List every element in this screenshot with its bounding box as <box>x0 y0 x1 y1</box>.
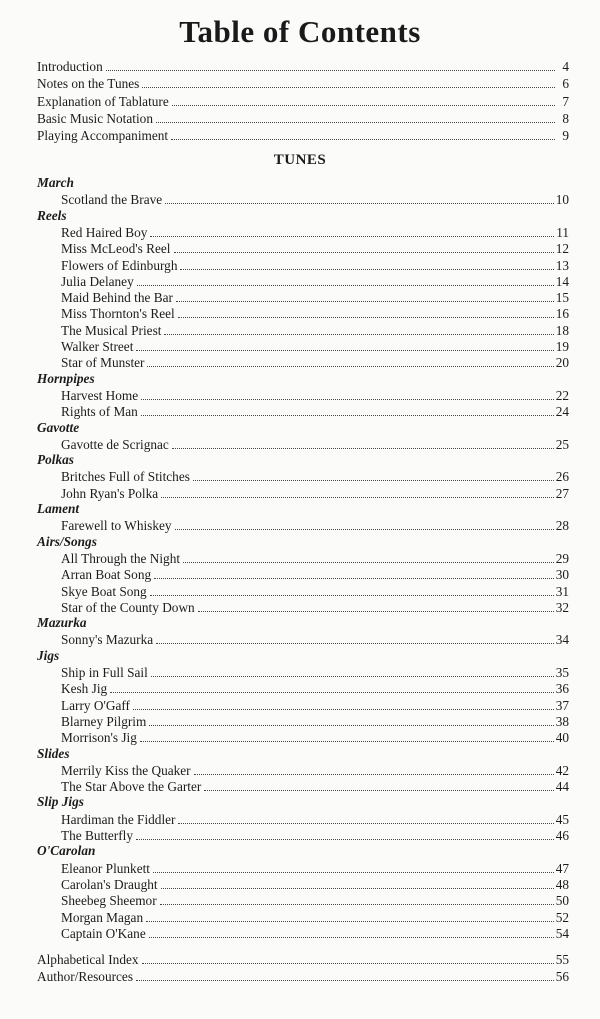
entry-title: Playing Accompaniment <box>37 128 169 144</box>
section-heading: Jigs <box>37 647 60 663</box>
dot-leader <box>156 643 554 644</box>
entry-title: Basic Music Notation <box>37 110 153 126</box>
section-heading: Mazurka <box>37 615 87 631</box>
section-heading: Lament <box>37 501 80 516</box>
entry-title: Arran Boat Song <box>61 567 152 583</box>
page-number: 16 <box>555 306 569 322</box>
page-number: 18 <box>555 322 569 338</box>
page-number: 44 <box>555 779 569 795</box>
tune-entry[interactable] <box>61 467 569 484</box>
page-number: 36 <box>555 681 569 697</box>
entry-title: Author/Resources <box>37 969 134 984</box>
entry-title: Julia Delaney <box>61 273 134 289</box>
dot-leader <box>141 399 554 400</box>
dot-leader <box>146 921 554 922</box>
page-number: 35 <box>555 665 569 680</box>
tune-entry[interactable] <box>61 777 569 794</box>
dot-leader <box>141 415 554 416</box>
dot-leader <box>172 448 554 449</box>
dot-leader <box>150 236 554 237</box>
page-number: 29 <box>555 550 569 566</box>
entry-title: Introduction <box>37 59 103 74</box>
page-number: 24 <box>555 404 569 420</box>
page-number: 56 <box>555 969 569 984</box>
dot-leader <box>161 888 554 889</box>
entry-title: Flowers of Edinburgh <box>61 257 178 273</box>
dot-leader <box>183 562 554 563</box>
page-number: 30 <box>555 567 569 583</box>
page-number: 32 <box>555 599 569 615</box>
tune-entry[interactable] <box>61 761 569 778</box>
page-number: 42 <box>555 762 569 778</box>
page-number: 22 <box>555 387 569 403</box>
page-number: 40 <box>555 730 569 746</box>
page-number: 7 <box>562 93 569 109</box>
dot-leader <box>161 497 554 498</box>
page-number: 6 <box>562 76 569 92</box>
entry-title: Star of the County Down <box>61 599 195 615</box>
toc-entry[interactable] <box>37 74 569 91</box>
page-number: 34 <box>555 632 569 648</box>
dot-leader <box>149 725 553 726</box>
page-number: 31 <box>555 583 569 599</box>
dot-leader <box>178 823 553 824</box>
entry-title: Ship in Full Sail <box>61 665 148 680</box>
section-heading: March <box>37 175 74 190</box>
toc-entry[interactable] <box>37 950 569 967</box>
tune-entry[interactable] <box>61 288 569 305</box>
tune-entry[interactable] <box>61 321 569 338</box>
dot-leader <box>147 366 553 367</box>
section-heading: Hornpipes <box>37 370 95 386</box>
toc-entry[interactable] <box>37 967 569 984</box>
entry-title: Sonny's Mazurka <box>61 632 154 648</box>
page-title: Table of Contents <box>179 14 421 49</box>
tune-entry[interactable] <box>61 826 569 843</box>
tune-entry[interactable] <box>61 516 569 533</box>
section-heading: Gavotte <box>37 419 80 435</box>
entry-title: Sheebeg Sheemor <box>61 893 157 909</box>
tune-entry[interactable] <box>61 728 569 745</box>
entry-title: Skye Boat Song <box>61 583 147 599</box>
page-number: 11 <box>556 224 569 240</box>
tune-entry[interactable] <box>61 663 569 680</box>
tune-entry[interactable] <box>61 582 569 599</box>
toc-entry[interactable] <box>37 126 569 143</box>
entry-title: Kesh Jig <box>61 681 108 697</box>
dot-leader <box>133 709 554 710</box>
entry-title: Explanation of Tablature <box>37 93 169 109</box>
page-number: 52 <box>555 909 569 925</box>
page-number: 27 <box>555 485 569 501</box>
page-number: 9 <box>562 128 569 144</box>
dot-leader <box>176 301 554 302</box>
toc-entry[interactable] <box>37 57 569 74</box>
dot-leader <box>150 595 554 596</box>
page-number: 4 <box>562 59 569 74</box>
entry-title: John Ryan's Polka <box>61 485 159 501</box>
page-number: 8 <box>562 110 569 126</box>
entry-title: Captain O'Kane <box>61 925 146 941</box>
dot-leader <box>153 872 554 873</box>
tune-entry[interactable] <box>61 549 569 566</box>
page-number: 28 <box>555 518 569 534</box>
entry-title: Harvest Home <box>61 387 139 403</box>
entry-title: Rights of Man <box>61 404 138 420</box>
page-number: 47 <box>555 860 569 876</box>
tune-entry[interactable] <box>61 924 569 941</box>
section-heading: Reels <box>37 207 67 223</box>
tune-entry[interactable] <box>61 810 569 827</box>
dot-leader <box>156 122 555 123</box>
page-number: 55 <box>555 952 569 967</box>
dot-leader <box>198 611 554 612</box>
tune-entry[interactable] <box>61 337 569 354</box>
dot-leader <box>172 105 555 106</box>
tune-entry[interactable] <box>61 256 569 273</box>
page-number: 46 <box>555 828 569 843</box>
tune-entry[interactable] <box>61 435 569 452</box>
entry-title: Miss McLeod's Reel <box>61 241 171 257</box>
tune-entry[interactable] <box>61 565 569 582</box>
tune-entry[interactable] <box>61 712 569 729</box>
dot-leader <box>140 741 554 742</box>
dot-leader <box>137 285 554 286</box>
entry-title: Star of Munster <box>61 355 145 371</box>
tune-entry[interactable] <box>61 484 569 501</box>
page-number: 10 <box>555 192 569 208</box>
section-heading: Airs/Songs <box>37 533 97 549</box>
dot-leader <box>136 839 554 840</box>
tune-entry[interactable] <box>61 402 569 419</box>
entry-title: Maid Behind the Bar <box>61 290 173 306</box>
entry-title: Gavotte de Scrignac <box>61 436 169 452</box>
tune-entry[interactable] <box>61 908 569 925</box>
entry-title: All Through the Night <box>61 550 181 566</box>
entry-title: The Star Above the Garter <box>61 779 202 795</box>
page-number: 45 <box>555 811 569 827</box>
tune-entry[interactable] <box>61 859 569 876</box>
tune-entry[interactable] <box>61 223 569 240</box>
toc-entry[interactable] <box>37 109 569 126</box>
dot-leader <box>165 203 554 204</box>
dot-leader <box>164 334 553 335</box>
tune-entry[interactable] <box>61 190 569 207</box>
page-number: 48 <box>555 876 569 892</box>
dot-leader <box>204 790 553 791</box>
entry-title: Red Haired Boy <box>61 224 148 240</box>
entry-title: Farewell to Whiskey <box>61 518 172 534</box>
entry-title: Morrison's Jig <box>61 730 137 746</box>
tune-entry[interactable] <box>61 891 569 908</box>
entry-title: Morgan Magan <box>61 909 144 925</box>
page-number: 19 <box>555 339 569 354</box>
dot-leader <box>110 692 554 693</box>
entry-title: Scotland the Brave <box>61 192 163 208</box>
tune-entry[interactable] <box>61 679 569 696</box>
tune-entry[interactable] <box>61 304 569 321</box>
entry-title: The Musical Priest <box>61 322 162 338</box>
entry-title: Notes on the Tunes <box>37 76 140 92</box>
section-heading: Slides <box>37 745 70 761</box>
dot-leader <box>149 937 554 938</box>
page-number: 14 <box>555 273 569 289</box>
tune-entry[interactable] <box>61 875 569 892</box>
entry-title: Merrily Kiss the Quaker <box>61 762 191 778</box>
page-number: 38 <box>555 713 569 729</box>
page-number: 50 <box>555 893 569 909</box>
dot-leader <box>174 252 554 253</box>
entry-title: Miss Thornton's Reel <box>61 306 175 322</box>
tune-entry[interactable] <box>61 386 569 403</box>
entry-title: Hardiman the Fiddler <box>61 811 176 827</box>
section-heading: O'Carolan <box>37 843 96 859</box>
tune-entry[interactable] <box>61 696 569 713</box>
dot-leader <box>178 317 554 318</box>
tune-entry[interactable] <box>61 353 569 370</box>
page-number: 26 <box>555 469 569 485</box>
toc-entry[interactable] <box>37 92 569 109</box>
page-number: 54 <box>555 925 569 941</box>
page-number: 37 <box>555 697 569 713</box>
dot-leader <box>193 480 554 481</box>
dot-leader <box>160 904 554 905</box>
dot-leader <box>136 980 554 981</box>
page-number: 12 <box>555 241 569 257</box>
tune-entry[interactable] <box>61 598 569 615</box>
dot-leader <box>142 87 555 88</box>
entry-title: Walker Street <box>61 339 134 354</box>
dot-leader <box>194 774 554 775</box>
dot-leader <box>154 578 554 579</box>
tune-entry[interactable] <box>61 239 569 256</box>
entry-title: Britches Full of Stitches <box>61 469 190 485</box>
dot-leader <box>106 70 555 71</box>
dot-leader <box>180 269 553 270</box>
entry-title: Alphabetical Index <box>37 952 139 967</box>
page-number: 25 <box>555 436 569 452</box>
tune-entry[interactable] <box>61 272 569 289</box>
section-heading: Polkas <box>37 452 74 468</box>
dot-leader <box>175 529 554 530</box>
entry-title: Larry O'Gaff <box>61 697 130 713</box>
dot-leader <box>136 350 553 351</box>
entry-title: The Butterfly <box>61 828 134 843</box>
tune-entry[interactable] <box>61 630 569 647</box>
section-heading: Slip Jigs <box>37 794 84 810</box>
entry-title: Eleanor Plunkett <box>61 860 150 876</box>
tunes-heading: TUNES <box>273 152 327 168</box>
dot-leader <box>151 676 554 677</box>
dot-leader <box>171 139 555 140</box>
page-number: 15 <box>555 290 569 306</box>
dot-leader <box>142 963 554 964</box>
page-number: 20 <box>555 355 569 371</box>
entry-title: Carolan's Draught <box>61 876 158 892</box>
page-number: 13 <box>555 257 569 273</box>
entry-title: Blarney Pilgrim <box>61 713 147 729</box>
